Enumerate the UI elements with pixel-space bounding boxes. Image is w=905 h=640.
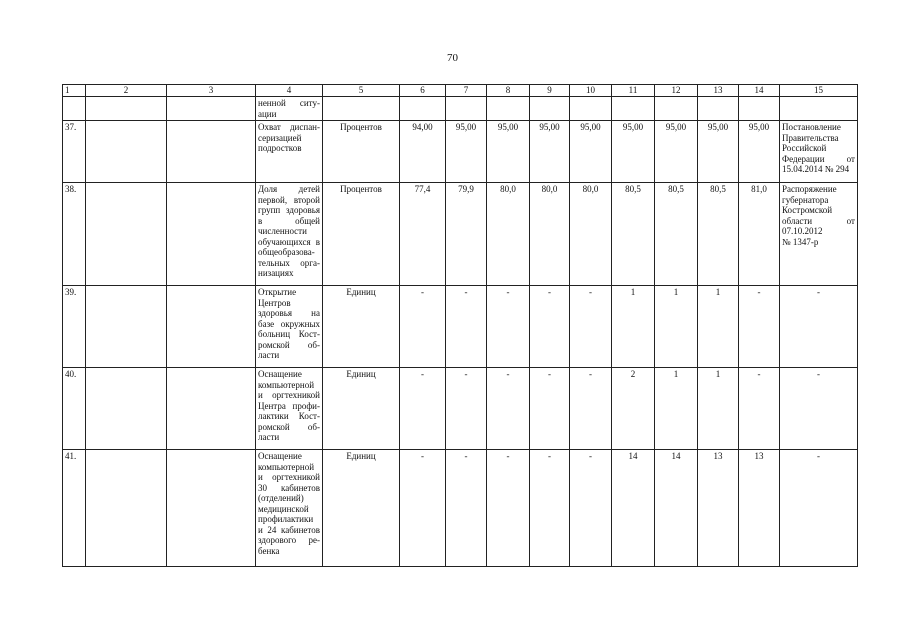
indicator-name-line: ласти: [258, 432, 280, 442]
empty-cell: [86, 97, 167, 121]
basis-cell: [780, 286, 858, 368]
value-cell: 1: [655, 286, 698, 368]
basis-cell: [780, 97, 858, 121]
indicator-name-line: больниц Кост-: [258, 329, 320, 339]
value-cell: 80,0: [487, 183, 530, 286]
value-cell: 94,00: [400, 121, 446, 183]
table-row: [63, 121, 858, 183]
indicator-name-line: ромской об-: [258, 339, 320, 350]
basis-line: губернатора: [782, 194, 829, 205]
value-cell: -: [530, 286, 570, 368]
indicator-name-line: ненной ситу-: [258, 98, 320, 108]
empty-cell: [86, 450, 167, 567]
indicator-name-line: численности: [258, 226, 307, 236]
indicator-name: [256, 368, 323, 450]
indicator-name-line: и 24 кабинетов: [258, 524, 320, 535]
indicator-name-line: ромской об-: [258, 421, 320, 432]
header-cell: 7: [446, 85, 487, 97]
empty-cell: [167, 97, 256, 121]
indicator-name-line: серизацией: [258, 132, 302, 143]
basis-cell: [780, 368, 858, 450]
value-cell: [739, 97, 780, 121]
value-cell: 95,00: [698, 121, 739, 183]
table-row: [63, 286, 858, 368]
indicator-name-line: компьютерной: [258, 461, 315, 472]
value-cell: [570, 97, 612, 121]
unit-cell: Процентов: [323, 121, 400, 183]
indicator-name-line: подростков: [258, 143, 302, 153]
basis-line: -: [817, 451, 820, 461]
basis-line: Правительства: [782, 132, 839, 143]
value-cell: [655, 97, 698, 121]
row-number: 41.: [63, 450, 86, 567]
header-cell: 2: [86, 85, 167, 97]
empty-cell: [167, 450, 256, 567]
empty-cell: [167, 286, 256, 368]
value-cell: -: [487, 450, 530, 567]
value-cell: -: [570, 450, 612, 567]
value-cell: -: [487, 368, 530, 450]
indicator-name-line: Центров: [258, 297, 291, 308]
basis-line: № 1347-р: [782, 236, 819, 247]
indicator-name: [256, 183, 323, 286]
basis-cell: [780, 183, 858, 286]
value-cell: 1: [612, 286, 655, 368]
value-cell: -: [400, 450, 446, 567]
value-cell: -: [570, 286, 612, 368]
indicator-name-line: (отделений): [258, 493, 304, 503]
indicator-name-line: базе окружных: [258, 318, 320, 329]
empty-cell: [86, 368, 167, 450]
value-cell: -: [446, 368, 487, 450]
value-cell: 95,00: [612, 121, 655, 183]
unit-cell: Единиц: [323, 286, 400, 368]
value-cell: 80,5: [612, 183, 655, 286]
header-cell: 1: [63, 85, 86, 97]
indicator-name: [256, 97, 323, 121]
indicator-name-line: в общей: [258, 215, 320, 226]
basis-line: Постановление: [782, 122, 841, 132]
indicator-name-line: тельных орга-: [258, 257, 320, 268]
unit-cell: Процентов: [323, 183, 400, 286]
indicator-name-line: медицинской: [258, 503, 309, 514]
unit-cell: Единиц: [323, 368, 400, 450]
indicator-name-line: здоровья на: [258, 308, 320, 318]
header-row: [63, 85, 858, 97]
indicator-name-line: Доля детей: [258, 184, 320, 194]
value-cell: 80,5: [655, 183, 698, 286]
indicator-name: [256, 121, 323, 183]
indicator-name-line: низациях: [258, 268, 294, 278]
value-cell: 95,00: [446, 121, 487, 183]
value-cell: 95,00: [530, 121, 570, 183]
value-cell: 81,0: [739, 183, 780, 286]
indicator-name-line: профилактики: [258, 514, 314, 524]
header-cell: 4: [256, 85, 323, 97]
value-cell: -: [400, 368, 446, 450]
indicator-name-line: ации: [258, 108, 277, 119]
value-cell: 95,00: [570, 121, 612, 183]
indicator-name-line: Центра профи-: [258, 400, 320, 411]
row-number: [63, 97, 86, 121]
row-number: 40.: [63, 368, 86, 450]
indicators-table: [62, 84, 858, 567]
value-cell: -: [739, 368, 780, 450]
value-cell: 1: [698, 286, 739, 368]
indicator-name-line: обучающихся в: [258, 236, 320, 247]
table-row: [63, 368, 858, 450]
header-cell: 3: [167, 85, 256, 97]
indicator-name-line: Оснащение: [258, 451, 302, 461]
value-cell: 14: [655, 450, 698, 567]
value-cell: [698, 97, 739, 121]
indicator-name-line: Оснащение: [258, 369, 302, 379]
empty-cell: [167, 121, 256, 183]
value-cell: 80,5: [698, 183, 739, 286]
value-cell: -: [739, 286, 780, 368]
empty-cell: [167, 368, 256, 450]
table-row: [63, 183, 858, 286]
value-cell: [400, 97, 446, 121]
indicator-name: [256, 450, 323, 567]
header-cell: 6: [400, 85, 446, 97]
header-cell: 5: [323, 85, 400, 97]
header-cell: 14: [739, 85, 780, 97]
value-cell: 1: [698, 368, 739, 450]
value-cell: 79,9: [446, 183, 487, 286]
empty-cell: [86, 121, 167, 183]
indicator-name-line: групп здоровья: [258, 205, 320, 215]
value-cell: 95,00: [487, 121, 530, 183]
table-row: [63, 450, 858, 567]
basis-line: Распоряжение: [782, 184, 837, 194]
header-cell: 13: [698, 85, 739, 97]
basis-cell: [780, 121, 858, 183]
basis-line: -: [817, 369, 820, 379]
header-cell: 8: [487, 85, 530, 97]
unit-cell: [323, 97, 400, 121]
row-number: 38.: [63, 183, 86, 286]
indicator-name-line: ласти: [258, 350, 280, 360]
indicator-name-line: бенка: [258, 545, 280, 556]
value-cell: -: [446, 450, 487, 567]
row-number: 39.: [63, 286, 86, 368]
value-cell: [530, 97, 570, 121]
indicator-name: [256, 286, 323, 368]
value-cell: [446, 97, 487, 121]
header-cell: 10: [570, 85, 612, 97]
basis-line: 15.04.2014 № 294: [782, 164, 850, 174]
table-row: [63, 97, 858, 121]
value-cell: -: [530, 368, 570, 450]
page-number: 70: [447, 52, 458, 64]
indicator-name-line: Открытие: [258, 287, 297, 297]
basis-line: области от: [782, 215, 855, 226]
basis-line: Костромской: [782, 205, 833, 215]
value-cell: 14: [612, 450, 655, 567]
indicator-name-line: компьютерной: [258, 379, 315, 390]
indicator-name-line: Охват диспан-: [258, 122, 320, 132]
value-cell: -: [570, 368, 612, 450]
value-cell: 80,0: [570, 183, 612, 286]
value-cell: 2: [612, 368, 655, 450]
empty-cell: [86, 286, 167, 368]
value-cell: 13: [739, 450, 780, 567]
header-cell: 9: [530, 85, 570, 97]
empty-cell: [167, 183, 256, 286]
value-cell: 95,00: [655, 121, 698, 183]
value-cell: 77,4: [400, 183, 446, 286]
value-cell: 80,0: [530, 183, 570, 286]
indicator-name-line: здорового ре-: [258, 535, 320, 545]
indicator-name-line: 30 кабинетов: [258, 482, 320, 493]
value-cell: -: [530, 450, 570, 567]
empty-cell: [86, 183, 167, 286]
value-cell: 1: [655, 368, 698, 450]
value-cell: [612, 97, 655, 121]
header-cell: 11: [612, 85, 655, 97]
header-cell: 15: [780, 85, 858, 97]
unit-cell: Единиц: [323, 450, 400, 567]
indicator-name-line: лактики Кост-: [258, 411, 320, 421]
basis-line: 07.10.2012: [782, 226, 823, 236]
value-cell: -: [400, 286, 446, 368]
value-cell: -: [446, 286, 487, 368]
indicator-name-line: и оргтехникой: [258, 390, 320, 400]
row-number: 37.: [63, 121, 86, 183]
indicator-name-line: общеобразова-: [258, 247, 315, 257]
value-cell: 95,00: [739, 121, 780, 183]
basis-line: -: [817, 287, 820, 297]
indicator-name-line: и оргтехникой: [258, 472, 320, 482]
value-cell: [487, 97, 530, 121]
basis-line: Российской: [782, 143, 827, 153]
basis-line: Федерации от: [782, 153, 855, 164]
indicator-name-line: первой, второй: [258, 194, 320, 205]
value-cell: 13: [698, 450, 739, 567]
value-cell: -: [487, 286, 530, 368]
header-cell: 12: [655, 85, 698, 97]
basis-cell: [780, 450, 858, 567]
